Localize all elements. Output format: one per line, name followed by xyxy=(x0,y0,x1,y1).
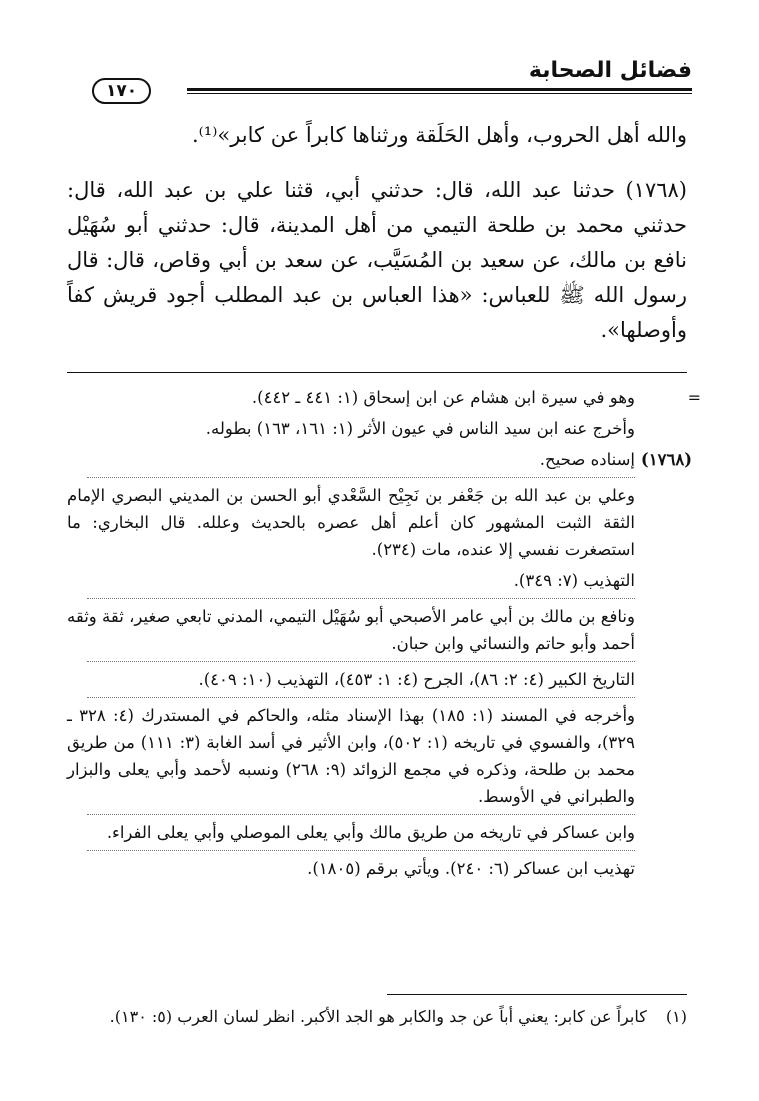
hadith-1768: (١٧٦٨) حدثنا عبد الله، قال: حدثني أبي، قثنا علي بن عبد الله، قال: حدثني محمد بن طلحة التيمي من أهل المدينة، قال: حدثني أبو سُهَيْل نافع بن مالك، عن سعيد بن المُسَيَّب، عن سعد بن أبي وقاص، قال: قال رسول الله ﷺ للعباس: «هذا العباس بن عبد المطلب أجود قريش كفاً وأوصلها». xyxy=(67,178,687,342)
note-continued-1 xyxy=(67,384,701,411)
footnote-text: كابراً عن كابر: يعني أباً عن جد والكابر هو الجد الأكبر. انظر لسان العرب (٥: ١٣٠). xyxy=(109,1007,647,1026)
note-continued-2: وأخرج عنه ابن سيد الناس في عيون الأثر (١: ١٦١، ١٦٣) بطوله. xyxy=(205,419,635,438)
note-narrator-ali: وعلي بن عبد الله بن جَعْفر بن نَجِيْح السَّعْدي أبو الحسن بن المديني البصري الإمام الثقة الثبت المشهور كان أعلم أهل عصره بالحديث وعلله. قال البخاري: ما استصغرت نفسي إلا عنده، مات (٢٣٤). xyxy=(67,486,635,559)
main-text xyxy=(67,118,687,348)
note-text: إسناده صحيح. xyxy=(539,450,635,469)
main-paragraph-1: والله أهل الحروب، وأهل الحَلَقة ورثناها كابراً عن كابر»⁽¹⁾. xyxy=(191,123,687,147)
note-number: (١٧٦٨) xyxy=(640,450,692,469)
footnote-separator xyxy=(387,994,687,995)
note-reference-2: التاريخ الكبير (٤: ٢: ٨٦)، الجرح (٤: ١: ٤٥٣)، التهذيب (١٠: ٤٠٩). xyxy=(198,670,635,689)
footnote xyxy=(67,1004,687,1030)
footnote-number: (١) xyxy=(665,1007,687,1026)
page-number: ١٧٠ xyxy=(92,78,151,104)
page-header xyxy=(92,58,692,101)
note-1768-header xyxy=(67,446,692,473)
continuation-mark: = xyxy=(687,388,701,407)
note-reference-1: التهذيب (٧: ٣٤٩). xyxy=(513,571,635,590)
header-rule-thin xyxy=(187,93,692,94)
note-reference-3: تهذيب ابن عساكر (٦: ٢٤٠). ويأتي برقم (١٨٠٥). xyxy=(307,859,635,878)
note-ibn-asakir: وابن عساكر في تاريخه من طريق مالك وأبي يعلى الموصلي وأبي يعلى الفراء. xyxy=(106,823,635,842)
notes-separator xyxy=(67,372,687,373)
note-takhrij: وأخرجه في المسند (١: ١٨٥) بهذا الإسناد مثله، والحاكم في المستدرك (٤: ٣٢٨ ـ ٣٢٩)، والفسوي في تاريخه (١: ٥٠٢)، وابن الأثير في أسد الغابة (٣: ١١١) من طريق محمد بن طلحة، وذكره في مجمع الزوائد (٩: ٢٦٨) ونسبه لأحمد وأبي يعلى والبزار والطبراني في الأوسط. xyxy=(67,706,635,806)
header-rule xyxy=(187,88,692,91)
note-divider xyxy=(87,661,635,662)
note-narrator-nafi: ونافع بن مالك بن أبي عامر الأصبحي أبو سُهَيْل التيمي، المدني تابعي صغير، ثقة وثقه أحمد وأبو حاتم والنسائي وابن حبان. xyxy=(67,607,635,653)
note-divider xyxy=(87,598,635,599)
running-title: فضائل الصحابة xyxy=(528,58,692,83)
commentary-notes xyxy=(67,384,701,886)
note-divider xyxy=(87,850,635,851)
note-divider xyxy=(87,697,635,698)
note-text: وهو في سيرة ابن هشام عن ابن إسحاق (١: ٤٤١ ـ ٤٤٢). xyxy=(251,388,635,407)
note-divider xyxy=(87,814,635,815)
note-divider xyxy=(87,477,635,478)
